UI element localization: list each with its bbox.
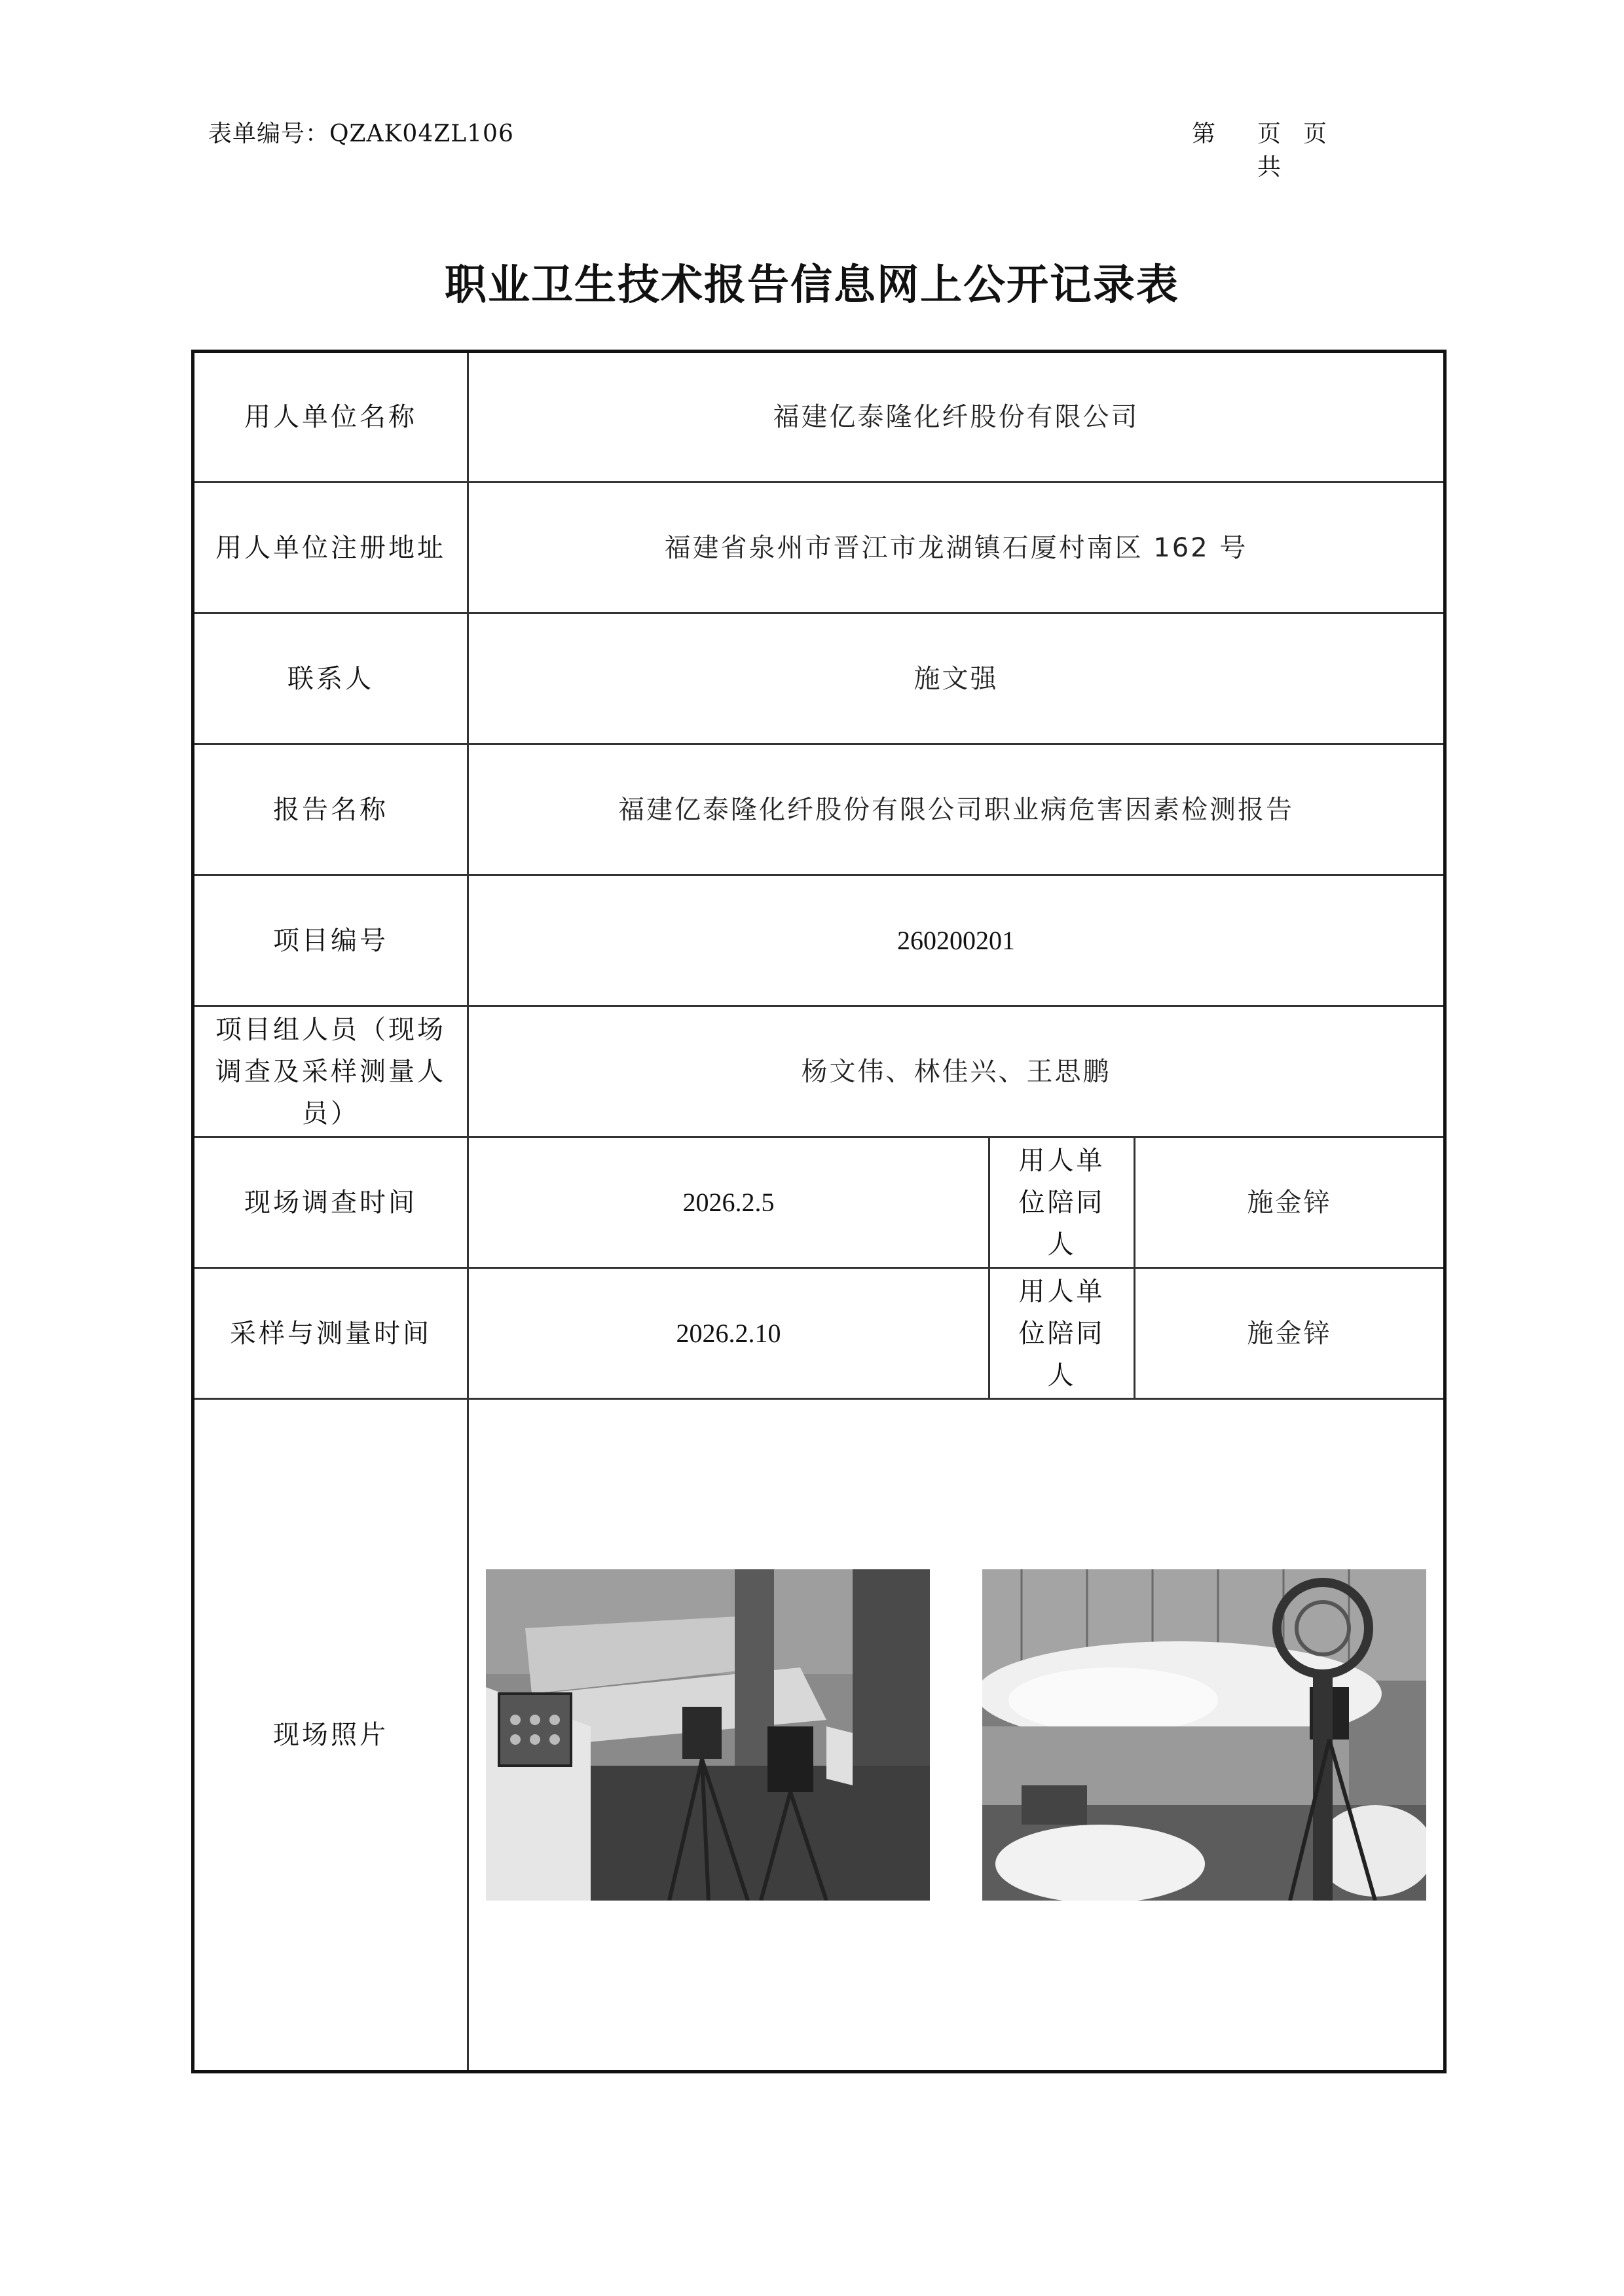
page-suffix: 页: [1303, 120, 1327, 147]
row-address: [193, 483, 1445, 613]
team-label: 项目组人员（现场调查及采样测量人员）: [193, 1006, 468, 1137]
photos-cell: [468, 1399, 1445, 2072]
address-value: 福建省泉州市晋江市龙湖镇石厦村南区 162 号: [468, 483, 1445, 613]
address-label: 用人单位注册地址: [193, 483, 468, 613]
contact-label: 联系人: [193, 613, 468, 744]
page-count: [1192, 115, 1369, 182]
survey-companion-label: 用人单位陪同人: [989, 1137, 1135, 1268]
survey-time-value: 2026.2.5: [468, 1137, 989, 1268]
sampling-time-label: 采样与测量时间: [193, 1268, 468, 1399]
contact-value: 施文强: [468, 613, 1445, 744]
team-value: 杨文伟、林佳兴、王思鹏: [468, 1006, 1445, 1137]
row-survey: [193, 1137, 1445, 1268]
project-no-label: 项目编号: [193, 875, 468, 1006]
row-contact: [193, 613, 1445, 744]
page-title: 职业卫生技术报告信息网上公开记录表: [445, 261, 1179, 310]
employer-name-label: 用人单位名称: [193, 352, 468, 483]
row-project-no: [193, 875, 1445, 1006]
employer-name-value: 福建亿泰隆化纤股份有限公司: [468, 352, 1445, 483]
survey-time-label: 现场调查时间: [193, 1137, 468, 1268]
form-number: 表单编号：QZAK04ZL106: [208, 120, 514, 147]
sampling-companion-value: 施金锌: [1135, 1268, 1445, 1399]
project-no-value: 260200201: [468, 875, 1445, 1006]
page-mid: 页 共: [1257, 120, 1282, 181]
sampling-time-value: 2026.2.10: [468, 1268, 989, 1399]
site-photo-1: [486, 1569, 930, 1901]
row-sampling: [193, 1268, 1445, 1399]
row-report-name: [193, 744, 1445, 875]
report-name-label: 报告名称: [193, 744, 468, 875]
report-name-value: 福建亿泰隆化纤股份有限公司职业病危害因素检测报告: [468, 744, 1445, 875]
photos-label: 现场照片: [193, 1399, 468, 2072]
site-photo-2: [982, 1569, 1426, 1901]
row-team: [193, 1006, 1445, 1137]
survey-companion-value: 施金锌: [1135, 1137, 1445, 1268]
row-photos: [193, 1399, 1445, 2072]
page-prefix: 第: [1192, 120, 1216, 147]
record-table: [191, 350, 1447, 2073]
sampling-companion-label: 用人单位陪同人: [989, 1268, 1135, 1399]
row-employer-name: [193, 352, 1445, 483]
